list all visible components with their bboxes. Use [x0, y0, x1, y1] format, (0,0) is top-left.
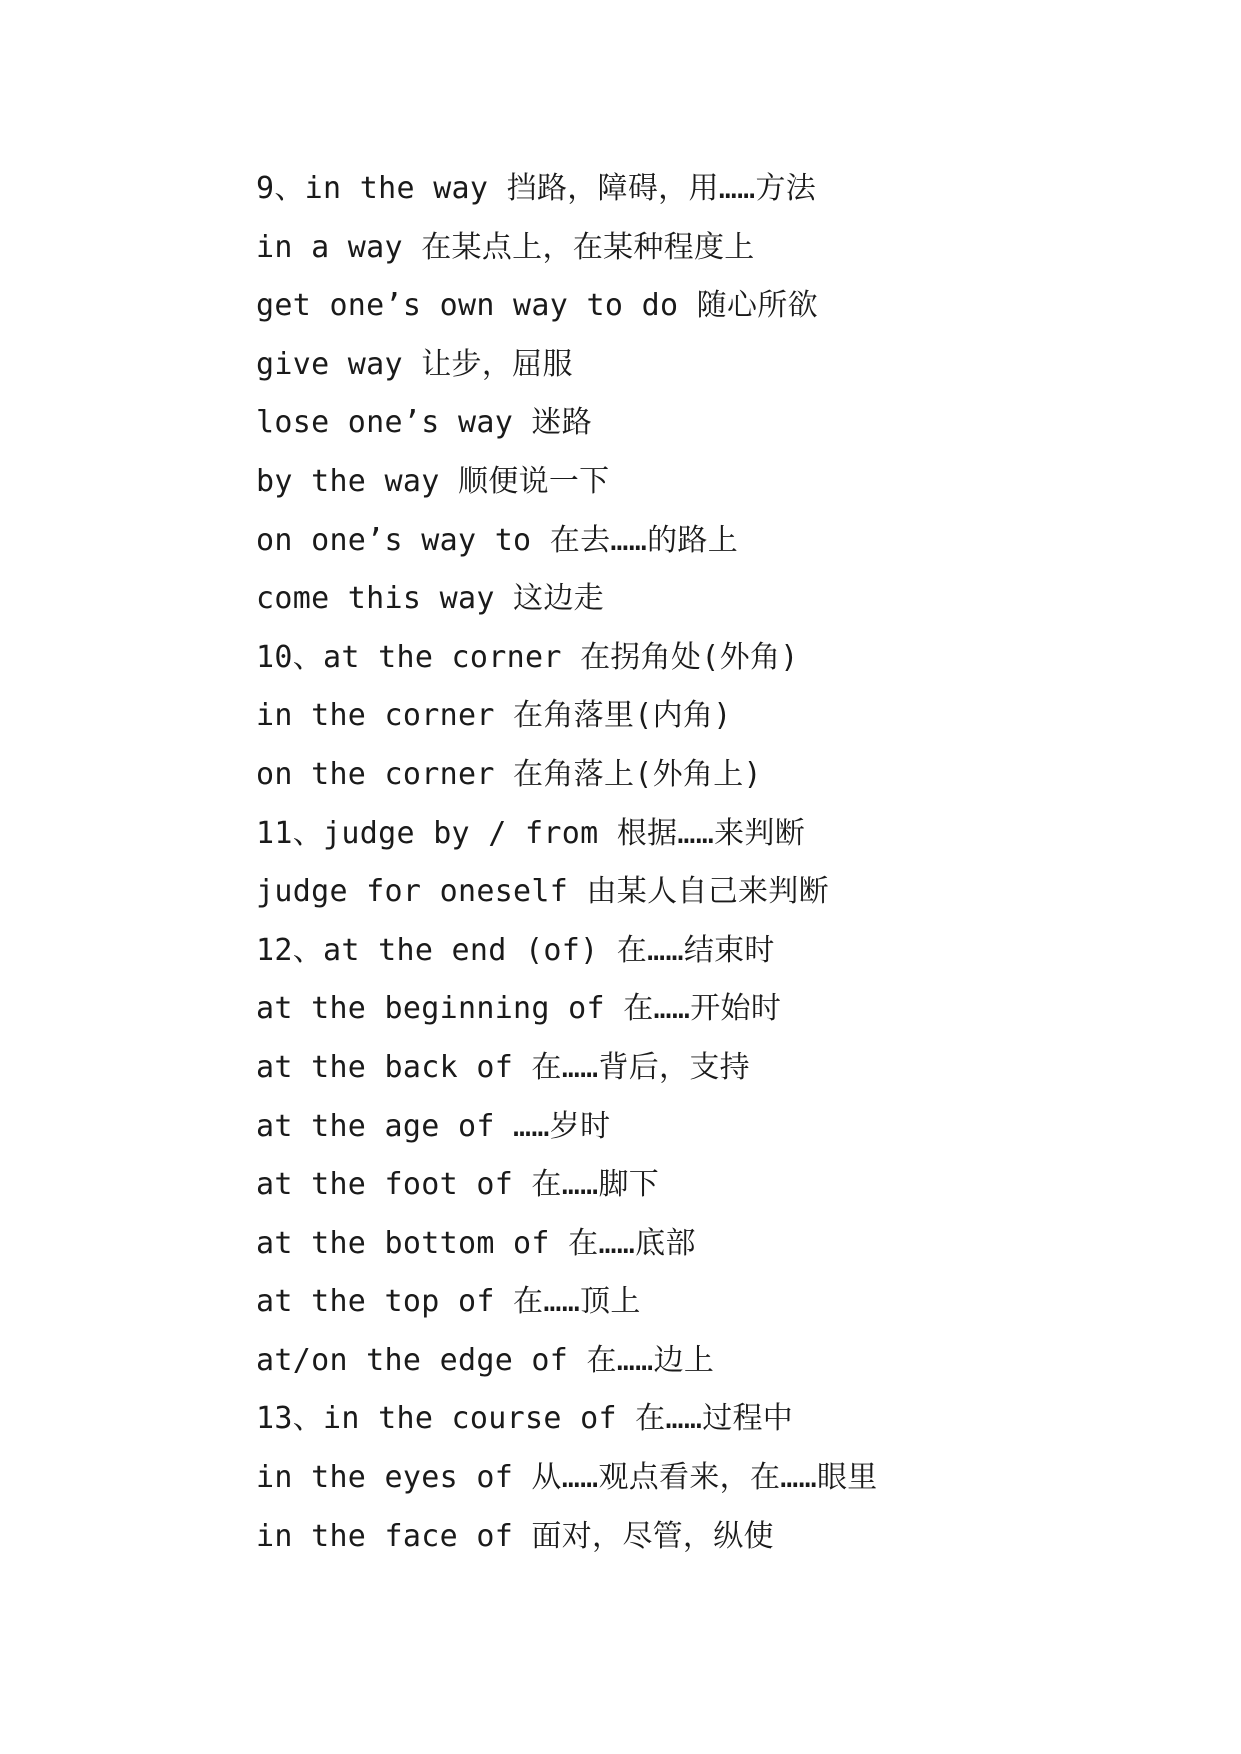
phrase-line: at the foot of 在……脚下 — [256, 1167, 660, 1203]
phrase-line: at the back of 在……背后，支持 — [256, 1049, 750, 1085]
phrase-line: by the way 顺便说一下 — [256, 463, 610, 499]
phrase-line: give way 让步，屈服 — [256, 346, 573, 382]
phrase-line: at the beginning of 在……开始时 — [256, 991, 782, 1027]
phrase-line: 11、judge by / from 根据……来判断 — [256, 815, 806, 851]
phrase-line: lose one’s way 迷路 — [256, 405, 593, 441]
phrase-line: 12、at the end (of) 在……结束时 — [256, 932, 775, 968]
phrase-line: in the corner 在角落里(内角) — [256, 698, 732, 734]
phrase-line: come this way 这边走 — [256, 581, 604, 617]
phrase-line: at the top of 在……顶上 — [256, 1284, 641, 1320]
phrase-line: on the corner 在角落上(外角上) — [256, 756, 762, 792]
phrase-line: on one’s way to 在去……的路上 — [256, 522, 739, 558]
phrase-line: judge for oneself 由某人自己来判断 — [256, 874, 829, 910]
phrase-line: in the face of 面对，尽管，纵使 — [256, 1518, 774, 1554]
phrase-line: in the eyes of 从……观点看来，在……眼里 — [256, 1460, 878, 1496]
phrase-line: at the bottom of 在……底部 — [256, 1225, 696, 1261]
phrase-list — [256, 160, 1156, 1566]
phrase-line: at/on the edge of 在……边上 — [256, 1342, 715, 1378]
phrase-line: in a way 在某点上，在某种程度上 — [256, 229, 755, 265]
phrase-line: get one’s own way to do 随心所欲 — [256, 288, 818, 324]
phrase-line: 13、in the course of 在……过程中 — [256, 1401, 794, 1437]
phrase-line: 9、in the way 挡路，障碍，用……方法 — [256, 171, 817, 206]
phrase-line: at the age of ……岁时 — [256, 1108, 611, 1144]
phrase-line: 10、at the corner 在拐角处(外角) — [256, 639, 799, 675]
